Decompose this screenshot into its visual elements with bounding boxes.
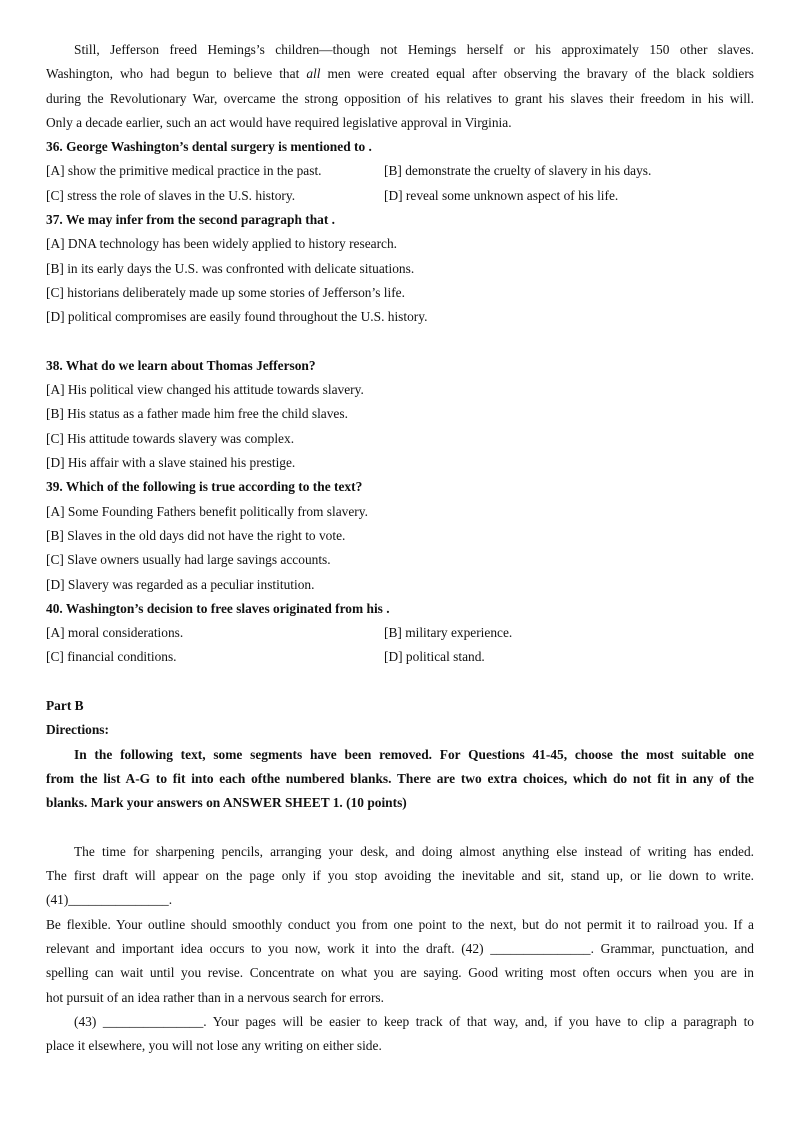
passage-line: during the Revolutionary War, overcame the strong opposition of his relatives to grant his slaves their freedom in his will.: [46, 90, 754, 106]
spacer: [46, 816, 754, 840]
directions-label: Directions:: [46, 722, 109, 738]
option-c: [C] stress the role of slaves in the U.S. history.: [46, 187, 296, 203]
spacer: [46, 670, 754, 694]
option-d: [D] political compromises are easily found throughout the U.S. history.: [46, 309, 428, 325]
question-37: [46, 208, 754, 329]
option-d: [D] political stand.: [384, 649, 485, 665]
passage-paragraph: [46, 38, 754, 135]
text-line: The time for sharpening pencils, arranging your desk, and doing almost anything else instead of writing has ended.: [74, 843, 754, 859]
passage-text: men were created equal after observing the bravary of the black soldiers: [320, 66, 754, 82]
question-stem: 39. Which of the following is true according to the text?: [46, 479, 363, 495]
question-39: [46, 475, 754, 596]
blank-41: (41)_______________.: [46, 892, 173, 908]
question-36: [46, 135, 754, 208]
question-40: [46, 597, 754, 670]
option-a: [A] His political view changed his attitude towards slavery.: [46, 382, 364, 398]
option-b: [B] Slaves in the old days did not have the right to vote.: [46, 527, 346, 543]
option-c: [C] financial conditions.: [46, 649, 177, 665]
option-d: [D] His affair with a slave stained his prestige.: [46, 455, 296, 471]
option-d: [D] Slavery was regarded as a peculiar institution.: [46, 576, 315, 592]
question-stem: 36. George Washington’s dental surgery is mentioned to .: [46, 139, 372, 155]
text-line: The first draft will appear on the page only if you stop avoiding the inevitable and sit, stand up, or lie down to write.: [46, 868, 754, 884]
text-line-blank-42: relevant and important idea occurs to you now, work it into the draft. (42) _______________. Grammar, punctuation, and: [46, 940, 754, 956]
option-b: [B] in its early days the U.S. was confronted with delicate situations.: [46, 260, 415, 276]
text-b: [46, 840, 754, 1059]
option-b: [B] demonstrate the cruelty of slavery in his days.: [384, 163, 652, 179]
option-c: [C] His attitude towards slavery was complex.: [46, 430, 295, 446]
text-line: hot pursuit of an idea rather than in a nervous search for errors.: [46, 989, 384, 1005]
directions-line: blanks. Mark your answers on ANSWER SHEET 1. (10 points): [46, 795, 407, 811]
option-a: [A] DNA technology has been widely applied to history research.: [46, 236, 398, 252]
option-c: [C] Slave owners usually had large savings accounts.: [46, 552, 331, 568]
option-b: [B] His status as a father made him free the child slaves.: [46, 406, 348, 422]
question-38: [46, 354, 754, 475]
question-stem: 37. We may infer from the second paragraph that .: [46, 212, 336, 228]
section-title: Part B: [46, 698, 84, 714]
option-a: [A] show the primitive medical practice in the past.: [46, 163, 322, 179]
part-b-section: [46, 694, 754, 815]
text-line: spelling can wait until you revise. Concentrate on what you are saying. Good writing most often occurs when you are in: [46, 965, 754, 981]
option-c: [C] historians deliberately made up some stories of Jefferson’s life.: [46, 284, 405, 300]
text-line: place it elsewhere, you will not lose any writing on either side.: [46, 1038, 382, 1054]
option-a: [A] Some Founding Fathers benefit politically from slavery.: [46, 503, 368, 519]
passage-line: Only a decade earlier, such an act would have required legislative approval in Virginia.: [46, 114, 512, 130]
directions-line: In the following text, some segments have been removed. For Questions 41-45, choose the most suitable one: [74, 746, 754, 762]
option-a: [A] moral considerations.: [46, 625, 184, 641]
passage-text: Washington, who had begun to believe that: [46, 66, 307, 82]
exam-page: [46, 38, 754, 1058]
option-b: [B] military experience.: [384, 625, 513, 641]
question-stem: 40. Washington’s decision to free slaves originated from his .: [46, 600, 390, 616]
emphasis-text: all: [306, 66, 321, 82]
text-line: Be flexible. Your outline should smoothly conduct you from one point to the next, but do not permit it to railroad you. If a: [46, 916, 754, 932]
text-line-blank-43: (43) _______________. Your pages will be easier to keep track of that way, and, if you have to clip a paragraph to: [74, 1013, 754, 1029]
option-d: [D] reveal some unknown aspect of his life.: [384, 187, 619, 203]
directions-line: from the list A-G to fit into each ofthe numbered blanks. There are two extra choices, which do not fit in any of the: [46, 770, 754, 786]
spacer: [46, 330, 754, 354]
passage-line: [46, 62, 754, 86]
passage-line: Still, Jefferson freed Hemings’s children—though not Hemings herself or his approximately 150 other slaves.: [74, 42, 754, 57]
question-stem: 38. What do we learn about Thomas Jefferson?: [46, 357, 316, 373]
